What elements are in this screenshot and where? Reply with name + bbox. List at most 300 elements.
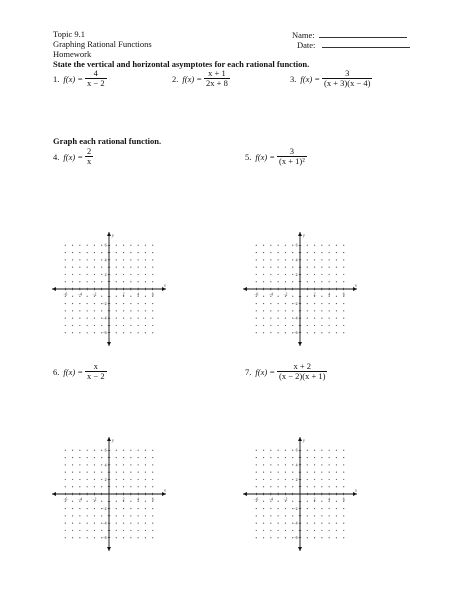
denominator: x — [87, 156, 92, 166]
x-axis-label: x — [164, 282, 166, 288]
grid-dot — [79, 508, 80, 509]
grid-dot — [152, 245, 153, 246]
problem-number: 2. — [172, 73, 179, 84]
grid-dot — [65, 259, 66, 260]
grid-dot — [87, 530, 88, 531]
grid-dot — [123, 523, 124, 524]
coordinate-grid-7[interactable] — [243, 437, 357, 551]
grid-dot — [336, 303, 337, 304]
y-tick-label: 4 — [295, 258, 298, 263]
grid-dot — [138, 530, 139, 531]
numerator: 3 — [345, 68, 350, 78]
grid-dot — [130, 515, 131, 516]
grid-dot — [314, 259, 315, 260]
grid-dot — [329, 259, 330, 260]
grid-dot — [336, 486, 337, 487]
grid-dot — [343, 537, 344, 538]
grid-dot — [263, 281, 264, 282]
x-tick-label: 6 — [342, 497, 345, 502]
problem-number: 7. — [245, 366, 252, 377]
grid-dot — [329, 486, 330, 487]
y-axis-label: y — [303, 437, 305, 443]
worksheet-title: Graphing Rational Functions — [53, 39, 152, 49]
grid-dot — [343, 486, 344, 487]
grid-dot — [263, 457, 264, 458]
grid-dot — [329, 245, 330, 246]
grid-dot — [116, 318, 117, 319]
grid-dot — [116, 508, 117, 509]
grid-dot — [314, 281, 315, 282]
grid-dot — [256, 508, 257, 509]
grid-dot — [314, 486, 315, 487]
grid-dot — [336, 252, 337, 253]
grid-dot — [145, 464, 146, 465]
grid-dot — [116, 464, 117, 465]
grid-dot — [65, 245, 66, 246]
function-lhs: f(x) = — [300, 73, 321, 84]
grid-dot — [321, 464, 322, 465]
denominator: (x + 1)² — [279, 156, 305, 166]
grid-dot — [94, 310, 95, 311]
grid-dot — [152, 325, 153, 326]
x-tick-label: −6 — [63, 497, 68, 502]
grid-dot — [256, 523, 257, 524]
y-axis-arrow-down — [298, 547, 302, 551]
x-tick-label: −2 — [92, 292, 97, 297]
grid-dot — [130, 508, 131, 509]
grid-dot — [292, 281, 293, 282]
grid-dot — [145, 501, 146, 502]
grid-dot — [321, 515, 322, 516]
grid-dot — [256, 252, 257, 253]
grid-dot — [130, 501, 131, 502]
grid-dot — [138, 252, 139, 253]
grid-dot — [145, 310, 146, 311]
grid-dot — [101, 259, 102, 260]
grid-dot — [65, 530, 66, 531]
grid-dot — [285, 303, 286, 304]
grid-dot — [270, 464, 271, 465]
grid-dot — [94, 245, 95, 246]
date-blank[interactable] — [322, 39, 410, 48]
grid-dot — [72, 259, 73, 260]
grid-dot — [270, 486, 271, 487]
grid-dot — [285, 325, 286, 326]
grid-dot — [263, 252, 264, 253]
grid-dot — [285, 486, 286, 487]
grid-dot — [321, 479, 322, 480]
grid-dot — [278, 530, 279, 531]
grid-dot — [263, 523, 264, 524]
x-tick-label: −2 — [283, 292, 288, 297]
grid-dot — [72, 530, 73, 531]
function-lhs: f(x) = — [63, 366, 84, 377]
x-axis-arrow-right — [162, 287, 166, 291]
grid-dot — [87, 310, 88, 311]
worksheet-subtitle: Homework — [53, 49, 92, 59]
problem-number: 6. — [53, 366, 60, 377]
grid-dot — [278, 245, 279, 246]
grid-dot — [94, 332, 95, 333]
grid-dot — [152, 457, 153, 458]
grid-dot — [87, 303, 88, 304]
grid-dot — [101, 450, 102, 451]
grid-dot — [130, 245, 131, 246]
grid-dot — [65, 450, 66, 451]
grid-dot — [307, 252, 308, 253]
y-tick-label: −4 — [102, 521, 107, 526]
y-tick-label: 4 — [104, 258, 107, 263]
y-tick-label: −4 — [102, 316, 107, 321]
grid-dot — [329, 274, 330, 275]
grid-dot — [116, 245, 117, 246]
grid-dot — [145, 325, 146, 326]
grid-dot — [263, 318, 264, 319]
grid-dot — [321, 318, 322, 319]
numerator: x + 1 — [208, 68, 226, 78]
grid-dot — [116, 486, 117, 487]
grid-dot — [321, 486, 322, 487]
grid-dot — [94, 479, 95, 480]
grid-dot — [145, 303, 146, 304]
grid-dot — [79, 245, 80, 246]
x-axis-arrow-right — [353, 287, 357, 291]
grid-dot — [270, 530, 271, 531]
grid-dot — [256, 472, 257, 473]
grid-dot — [79, 259, 80, 260]
date-row — [297, 39, 410, 50]
grid-dot — [138, 486, 139, 487]
grid-dot — [329, 537, 330, 538]
grid-dot — [292, 267, 293, 268]
x-tick-label: −4 — [77, 292, 82, 297]
grid-dot — [343, 252, 344, 253]
grid-dot — [116, 479, 117, 480]
grid-dot — [263, 310, 264, 311]
grid-dot — [307, 530, 308, 531]
graph-instruction: Graph each rational function. — [53, 136, 162, 146]
grid-dot — [256, 537, 257, 538]
grid-dot — [138, 472, 139, 473]
grid-dot — [87, 267, 88, 268]
grid-dot — [278, 479, 279, 480]
x-tick-label: 6 — [342, 292, 345, 297]
y-tick-label: 2 — [104, 272, 107, 277]
grid-dot — [321, 303, 322, 304]
grid-dot — [256, 274, 257, 275]
grid-dot — [123, 530, 124, 531]
grid-dot — [321, 508, 322, 509]
grid-dot — [94, 523, 95, 524]
grid-dot — [278, 303, 279, 304]
grid-dot — [343, 530, 344, 531]
grid-dot — [123, 274, 124, 275]
y-axis-label: y — [112, 437, 114, 443]
grid-dot — [321, 310, 322, 311]
grid-dot — [314, 267, 315, 268]
grid-dot — [123, 464, 124, 465]
grid-dot — [343, 332, 344, 333]
grid-dot — [285, 274, 286, 275]
grid-dot — [79, 310, 80, 311]
grid-dot — [256, 457, 257, 458]
grid-dot — [278, 457, 279, 458]
grid-dot — [72, 523, 73, 524]
grid-dot — [123, 259, 124, 260]
grid-dot — [314, 318, 315, 319]
grid-dot — [292, 450, 293, 451]
grid-dot — [336, 537, 337, 538]
grid-dot — [72, 464, 73, 465]
y-tick-label: −6 — [293, 536, 298, 541]
grid-dot — [152, 310, 153, 311]
grid-dot — [292, 296, 293, 297]
coordinate-grid-4[interactable] — [52, 232, 166, 346]
grid-dot — [130, 303, 131, 304]
grid-dot — [256, 303, 257, 304]
grid-dot — [321, 537, 322, 538]
grid-dot — [278, 325, 279, 326]
y-tick-label: −2 — [102, 301, 107, 306]
grid-dot — [321, 274, 322, 275]
grid-dot — [314, 252, 315, 253]
grid-dot — [72, 318, 73, 319]
x-axis-arrow-left — [243, 287, 247, 291]
grid-dot — [138, 464, 139, 465]
grid-dot — [130, 325, 131, 326]
grid-dot — [130, 457, 131, 458]
grid-dot — [329, 318, 330, 319]
grid-dot — [270, 537, 271, 538]
grid-dot — [270, 303, 271, 304]
y-tick-label: 2 — [295, 477, 298, 482]
y-tick-label: 6 — [104, 448, 107, 453]
y-tick-label: −6 — [102, 536, 107, 541]
y-tick-label: −2 — [293, 506, 298, 511]
grid-dot — [270, 252, 271, 253]
grid-dot — [65, 325, 66, 326]
grid-dot — [321, 457, 322, 458]
function-lhs: f(x) = — [255, 151, 276, 162]
grid-dot — [145, 296, 146, 297]
grid-dot — [72, 281, 73, 282]
grid-dot — [329, 523, 330, 524]
grid-dot — [343, 259, 344, 260]
grid-dot — [145, 318, 146, 319]
grid-dot — [152, 472, 153, 473]
grid-dot — [285, 472, 286, 473]
grid-dot — [278, 450, 279, 451]
grid-dot — [263, 530, 264, 531]
grid-dot — [152, 252, 153, 253]
grid-dot — [263, 486, 264, 487]
grid-dot — [270, 281, 271, 282]
coordinate-grid-5[interactable] — [243, 232, 357, 346]
grid-dot — [79, 450, 80, 451]
x-tick-label: −2 — [283, 497, 288, 502]
y-axis-arrow-up — [107, 437, 111, 441]
grid-dot — [101, 296, 102, 297]
grid-dot — [343, 464, 344, 465]
y-axis-arrow-down — [107, 547, 111, 551]
grid-dot — [336, 523, 337, 524]
grid-dot — [256, 479, 257, 480]
grid-dot — [94, 508, 95, 509]
x-axis-arrow-left — [52, 287, 56, 291]
grid-dot — [116, 274, 117, 275]
grid-dot — [270, 450, 271, 451]
grid-dot — [278, 523, 279, 524]
grid-dot — [101, 457, 102, 458]
grid-dot — [263, 515, 264, 516]
problem-5 — [245, 147, 307, 166]
grid-dot — [87, 472, 88, 473]
y-tick-label: −6 — [293, 331, 298, 336]
grid-dot — [314, 303, 315, 304]
grid-dot — [94, 530, 95, 531]
numerator: 3 — [289, 146, 295, 156]
grid-dot — [65, 472, 66, 473]
denominator: (x − 2)(x + 1) — [279, 371, 326, 381]
grid-dot — [285, 267, 286, 268]
grid-dot — [87, 464, 88, 465]
grid-dot — [263, 472, 264, 473]
grid-dot — [145, 252, 146, 253]
grid-dot — [343, 310, 344, 311]
problem-number: 5. — [245, 151, 252, 162]
coordinate-grid-6[interactable] — [52, 437, 166, 551]
grid-dot — [145, 472, 146, 473]
grid-dot — [321, 332, 322, 333]
grid-dot — [314, 310, 315, 311]
grid-dot — [145, 486, 146, 487]
grid-dot — [314, 537, 315, 538]
x-tick-label: 4 — [328, 292, 331, 297]
grid-dot — [336, 530, 337, 531]
grid-dot — [278, 332, 279, 333]
y-tick-label: −2 — [102, 506, 107, 511]
grid-dot — [65, 303, 66, 304]
x-tick-label: −4 — [77, 497, 82, 502]
grid-dot — [145, 530, 146, 531]
grid-dot — [72, 515, 73, 516]
grid-dot — [138, 325, 139, 326]
grid-dot — [130, 318, 131, 319]
grid-dot — [101, 267, 102, 268]
denominator: 2x + 8 — [206, 78, 228, 88]
problem-4 — [53, 147, 93, 166]
grid-dot — [130, 296, 131, 297]
grid-dot — [285, 318, 286, 319]
grid-dot — [123, 252, 124, 253]
grid-dot — [285, 537, 286, 538]
grid-dot — [278, 501, 279, 502]
grid-dot — [94, 464, 95, 465]
grid-dot — [145, 515, 146, 516]
name-blank[interactable] — [319, 29, 407, 38]
grid-dot — [278, 537, 279, 538]
grid-dot — [116, 267, 117, 268]
grid-dot — [94, 486, 95, 487]
grid-dot — [116, 450, 117, 451]
grid-dot — [101, 310, 102, 311]
grid-dot — [123, 450, 124, 451]
grid-dot — [65, 332, 66, 333]
grid-dot — [72, 310, 73, 311]
grid-dot — [138, 310, 139, 311]
grid-dot — [256, 245, 257, 246]
x-tick-label: −4 — [268, 497, 273, 502]
grid-dot — [336, 318, 337, 319]
grid-dot — [130, 537, 131, 538]
grid-dot — [116, 501, 117, 502]
x-axis-arrow-left — [243, 492, 247, 496]
x-tick-label: −6 — [254, 292, 259, 297]
grid-dot — [145, 479, 146, 480]
y-axis-label: y — [112, 232, 114, 238]
grid-dot — [329, 508, 330, 509]
grid-dot — [329, 332, 330, 333]
grid-dot — [307, 464, 308, 465]
grid-dot — [314, 245, 315, 246]
grid-dot — [321, 450, 322, 451]
grid-dot — [307, 325, 308, 326]
grid-dot — [152, 530, 153, 531]
grid-dot — [285, 523, 286, 524]
grid-dot — [152, 515, 153, 516]
grid-dot — [94, 318, 95, 319]
grid-dot — [79, 486, 80, 487]
grid-dot — [314, 523, 315, 524]
grid-dot — [130, 523, 131, 524]
grid-dot — [65, 523, 66, 524]
grid-dot — [307, 310, 308, 311]
function-lhs: f(x) = — [63, 151, 84, 162]
grid-dot — [87, 537, 88, 538]
grid-dot — [87, 479, 88, 480]
grid-dot — [79, 325, 80, 326]
grid-dot — [94, 472, 95, 473]
x-tick-label: 4 — [137, 497, 140, 502]
grid-dot — [336, 450, 337, 451]
grid-dot — [336, 501, 337, 502]
grid-dot — [307, 332, 308, 333]
grid-dot — [336, 508, 337, 509]
grid-dot — [123, 457, 124, 458]
grid-dot — [278, 310, 279, 311]
grid-dot — [343, 274, 344, 275]
y-tick-label: 6 — [295, 448, 298, 453]
x-axis-label: x — [355, 282, 357, 288]
grid-dot — [101, 274, 102, 275]
grid-dot — [336, 274, 337, 275]
grid-dot — [314, 472, 315, 473]
grid-dot — [278, 472, 279, 473]
grid-dot — [321, 523, 322, 524]
grid-dot — [138, 267, 139, 268]
grid-dot — [292, 486, 293, 487]
grid-dot — [123, 325, 124, 326]
grid-dot — [116, 281, 117, 282]
grid-dot — [292, 515, 293, 516]
grid-dot — [101, 281, 102, 282]
fraction — [85, 362, 107, 381]
grid-dot — [72, 296, 73, 297]
grid-dot — [307, 537, 308, 538]
denominator: x − 2 — [87, 371, 105, 381]
grid-dot — [87, 486, 88, 487]
grid-dot — [72, 472, 73, 473]
